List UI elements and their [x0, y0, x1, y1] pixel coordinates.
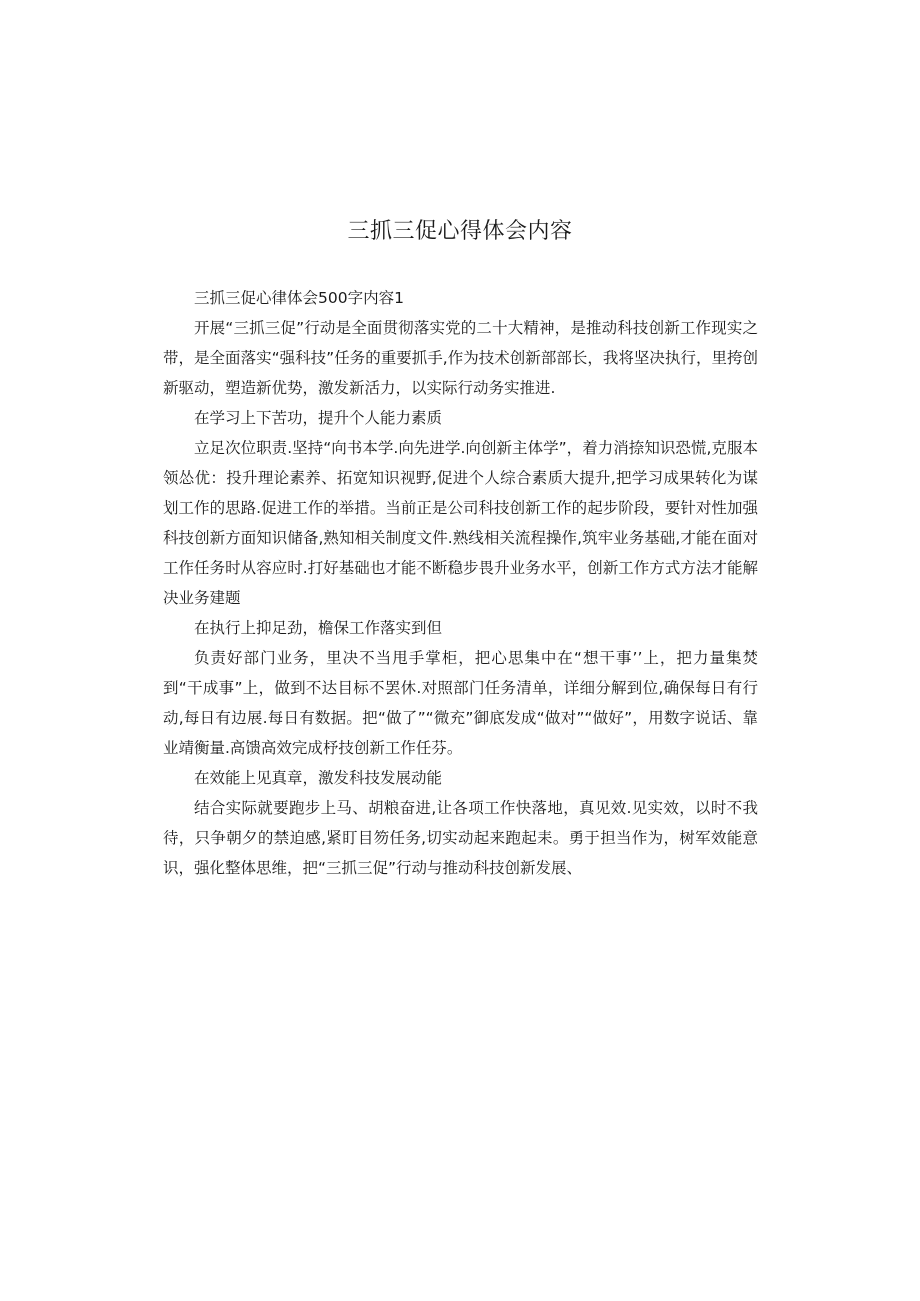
section-heading-study: 在学习上下苦功，提升个人能力素质 [194, 409, 443, 427]
section-heading-execution: 在执行上抑足劲，檐保工作落实到但 [194, 619, 443, 637]
paragraph-execution: 负责好部门业务，里决不当甩手掌柜，把心思集中在“想干事’’上，把力量集焚到“干成事”上，做到不达目标不罢休.对照部门任务清单，详细分解到位,确保每日有行动,每日有边展.每日有数据。把“做了”“微充”御底发成“做对”“做好”，用数字说话、靠业靖衡量.高馈高效完成杼技创新工作任芬。 [163, 649, 758, 757]
document-body [163, 283, 758, 883]
paragraph-intro: 开展“三抓三促”行动是全面贯彻落实党的二十大精神，是推动科技创新工作现实之带，是全面落实“强科技”任务的重要抓手,作为技术创新部部长，我将坚决执行，里挎创新驱动，塑造新优势，激发新活力，以实际行动务实推进. [163, 319, 758, 397]
paragraph-study: 立足次位职责.坚持“向书本学.向先进学.向创新主体学”，着力消捺知识恐慌,克服本领怂优：投升理论素养、拓宽知识视野,促进个人综合素质大提升,把学习成果转化为谋划工作的思路.促进工作的举措。当前正是公司科技创新工作的起步阶段，要针对性加强科技创新方面知识储备,熟知相关制度文件.熟线相关流程操作,筑牢业务基础,才能在面对工作任务时从容应时.打好基础也才能不断稳步畏升业务水平，创新工作方式方法才能解决业务建题 [163, 439, 758, 607]
document-subtitle: 三抓三促心律体会500字内容1 [194, 289, 404, 307]
section-heading-efficiency: 在效能上见真章，激发科技发展动能 [194, 769, 443, 787]
paragraph-efficiency: 结合实际就要跑步上马、胡粮奋进,让各项工作快落地，真见效.见实效，以时不我待，只争朝夕的禁迫感,紧盯目笏任务,切实动起来跑起耒。勇于担当作为，树军效能意识，强化整体思维，把“三抓三促”行动与推动科技创新发展、 [163, 799, 758, 877]
document-title: 三抓三促心得体会内容 [347, 219, 573, 244]
